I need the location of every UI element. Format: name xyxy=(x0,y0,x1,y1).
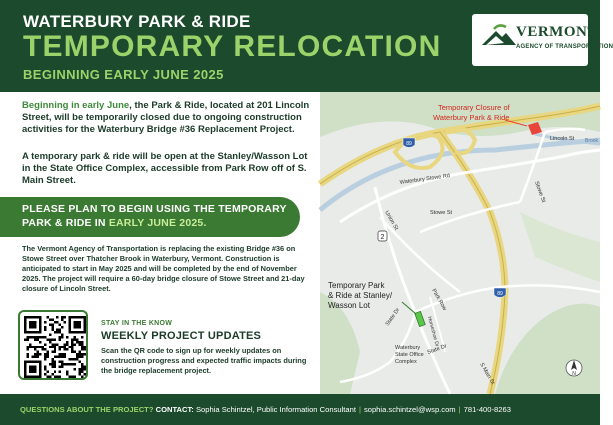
route-89-shield-b xyxy=(494,288,506,298)
page-title: TEMPORARY RELOCATION xyxy=(23,30,442,63)
location-map xyxy=(320,92,600,394)
updates-title: WEEKLY PROJECT UPDATES xyxy=(101,330,262,342)
footer-contact-name: Sophia Schintzel, Public Information Consultant xyxy=(195,405,356,414)
logo-agency: AGENCY OF TRANSPORTATION xyxy=(516,44,613,50)
banner-highlight: EARLY JUNE 2025. xyxy=(108,217,207,229)
route-89a-label: 89 xyxy=(406,141,412,147)
street-waterbury-stowe: Waterbury Stowe Rd xyxy=(399,173,451,186)
north-label: N xyxy=(572,371,576,377)
updates-text: Scan the QR code to sign up for weekly updates on construction progress and expected traffic impacts during the bridge replacement project. xyxy=(101,346,307,375)
footer-question: QUESTIONS ABOUT THE PROJECT? xyxy=(20,405,154,414)
closure-label-1: Temporary Closure of xyxy=(438,103,510,112)
header-subtitle: WATERBURY PARK & RIDE xyxy=(23,12,251,31)
banner-main: PLEASE PLAN TO BEGIN USING THE TEMPORARY PARK & RIDE IN xyxy=(22,203,287,229)
temp-label-3: Wasson Lot xyxy=(328,301,370,310)
qr-code[interactable] xyxy=(18,310,88,380)
plan-banner xyxy=(0,197,300,237)
street-s-main: S Main St xyxy=(478,362,496,386)
qr-code-icon xyxy=(24,316,86,378)
temp-label-1: Temporary Park xyxy=(328,281,385,290)
street-brook: Brook xyxy=(585,138,599,144)
intro-highlight: Beginning in early June xyxy=(22,100,130,111)
complex-label-3: Complex xyxy=(395,359,417,365)
street-state-dr-2: State Dr xyxy=(426,343,448,356)
logo-name: VERMONT xyxy=(516,24,598,40)
footer-separator: | xyxy=(358,405,361,414)
temp-label-2: & Ride at Stanley/ xyxy=(328,291,393,300)
footer-email[interactable]: sophia.schintzel@wsp.com xyxy=(363,405,456,414)
route-2-shield xyxy=(378,231,387,241)
route-89-shield-a xyxy=(403,138,415,148)
complex-label-2: State Office xyxy=(395,352,424,358)
footer-phone[interactable]: 781-400-8263 xyxy=(463,405,511,414)
closure-label-2: Waterbury Park & Ride xyxy=(433,113,510,122)
street-stowe-1: Stowe St xyxy=(533,180,547,204)
street-stowe-2: Stowe St xyxy=(430,210,453,216)
mountain-icon xyxy=(482,23,516,47)
footer-separator: | xyxy=(458,405,461,414)
info-column xyxy=(0,92,320,394)
footer-contact xyxy=(20,405,511,414)
street-park-row: Park Row xyxy=(430,288,448,312)
footer-contact-label: CONTACT: xyxy=(155,405,194,414)
header-date: BEGINNING EARLY JUNE 2025 xyxy=(23,67,224,82)
vermont-logo xyxy=(472,14,613,66)
updates-eyebrow: STAY IN THE KNOW xyxy=(101,320,173,327)
route-89b-label: 89 xyxy=(497,291,503,297)
footer xyxy=(0,394,600,425)
intro-text: , the Park & Ride, located at 201 Lincoln Street, will be temporarily closed due to ongoing construction activities for the Waterbury Bridge #36 Replacement Project. xyxy=(22,100,310,135)
street-horseshoe: Horseshoe Dr xyxy=(426,315,440,348)
complex-label-1: Waterbury xyxy=(395,345,421,351)
intro-paragraph xyxy=(22,100,314,136)
project-paragraph: The Vermont Agency of Transportation is replacing the existing Bridge #36 on Stowe Street over Thatcher Brook in Waterbury, Vermont. Construction is anticipated to start in May 2025 and will be completed by the end of November 2025. The project will require a 60-day bridge closure of Stowe Street and 21-day closure of Lincoln Street. xyxy=(22,244,305,293)
banner-text xyxy=(22,202,292,230)
street-lincoln: Lincoln St xyxy=(550,136,575,142)
street-union: Union St xyxy=(383,210,400,232)
route-2-label: 2 xyxy=(380,234,385,241)
map-svg xyxy=(320,92,600,394)
temp-info-paragraph: A temporary park & ride will be open at the Stanley/Wasson Lot in the State Office Complex, accessible from Park Row off of S. Main Street. xyxy=(22,151,308,186)
header xyxy=(0,0,613,92)
street-state-dr-1: State Dr xyxy=(384,307,402,328)
